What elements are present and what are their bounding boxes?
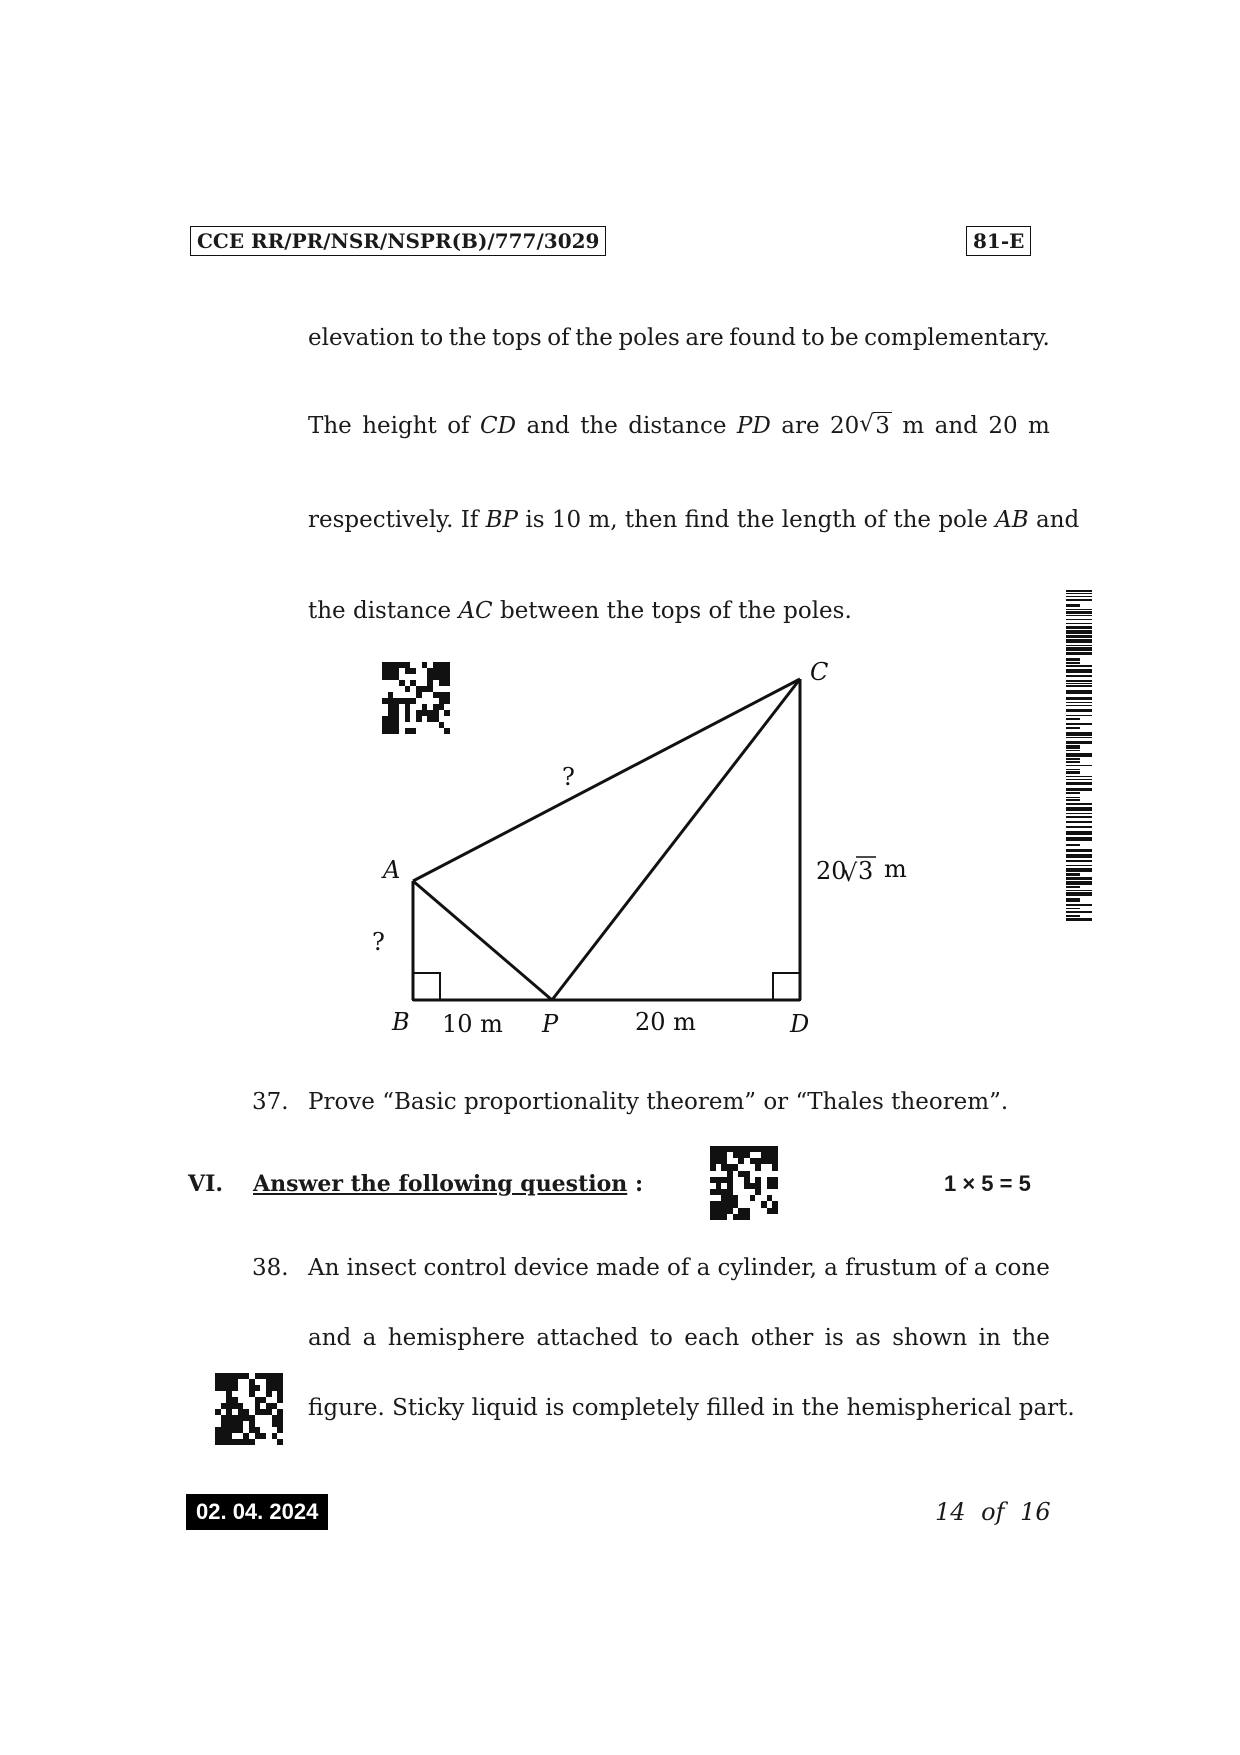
- height-value: [830, 412, 892, 440]
- word: be: [830, 325, 859, 351]
- word: is: [824, 1325, 844, 1351]
- word: distance: [628, 413, 727, 439]
- word: other: [750, 1325, 814, 1351]
- qr-code-icon: [382, 662, 450, 734]
- word: attached: [536, 1325, 639, 1351]
- word: 20: [988, 413, 1018, 439]
- coefficient: 20: [830, 413, 860, 439]
- qr-code-icon: [710, 1146, 778, 1220]
- segment-bp: BP: [485, 507, 519, 533]
- label-ab-unknown: ?: [372, 928, 385, 956]
- line-ap: [413, 881, 552, 1000]
- section-heading: [253, 1171, 643, 1197]
- word: frustum: [845, 1255, 938, 1281]
- page-number: 14 of 16: [935, 1498, 1051, 1526]
- line-pc: [552, 679, 800, 1000]
- label-bp: 10 m: [442, 1010, 503, 1038]
- label-cd-coef: 20: [816, 857, 847, 885]
- word: cylinder,: [717, 1255, 817, 1281]
- word: device: [513, 1255, 589, 1281]
- word: m: [902, 413, 925, 439]
- label-cd-unit: m: [884, 855, 907, 883]
- paper-code: CCE RR/PR/NSR/NSPR(B)/777/3029: [190, 226, 606, 256]
- word: of: [447, 413, 470, 439]
- word: control: [423, 1255, 507, 1281]
- radicand: 3: [875, 413, 890, 439]
- q37-text: Prove “Basic proportionality theorem” or “Thales theorem”.: [308, 1089, 1009, 1115]
- word: and: [526, 413, 570, 439]
- word: of: [944, 1255, 967, 1281]
- word: The: [308, 413, 352, 439]
- barcode-icon: [1066, 590, 1092, 920]
- word: elevation: [308, 325, 415, 351]
- word: the: [575, 325, 613, 351]
- q38-line-2: [308, 1324, 1050, 1352]
- word: a: [973, 1255, 988, 1281]
- word: to: [649, 1325, 673, 1351]
- right-angle-b: [413, 973, 440, 1000]
- section-colon: :: [634, 1171, 644, 1197]
- segment-ab: AB: [995, 507, 1029, 533]
- label-cd-rad: 3: [858, 857, 874, 885]
- word: and: [308, 1325, 352, 1351]
- word: hemisphere: [387, 1325, 525, 1351]
- word: found: [729, 325, 796, 351]
- word: to: [801, 325, 825, 351]
- subject-code: 81-E: [966, 226, 1031, 256]
- q36-line-2: [308, 412, 1050, 440]
- exam-date-badge: 02. 04. 2024: [186, 1494, 328, 1530]
- word: made: [596, 1255, 660, 1281]
- q36-line-4: the distance AC between the tops of the poles.: [308, 598, 852, 624]
- qr-code-icon: [215, 1373, 283, 1445]
- word: insect: [346, 1255, 417, 1281]
- word: as: [855, 1325, 881, 1351]
- word: the: [448, 325, 487, 351]
- word: tops: [492, 325, 542, 351]
- point-p: P: [542, 1010, 559, 1038]
- word: in: [978, 1325, 1001, 1351]
- point-a: A: [383, 856, 401, 884]
- right-angle-d: [773, 973, 800, 1000]
- section-marks: 1 × 5 = 5: [944, 1171, 1031, 1196]
- point-c: C: [810, 658, 829, 686]
- word: height: [362, 413, 437, 439]
- sqrt-icon: √: [842, 859, 858, 887]
- section-number: VI.: [188, 1171, 224, 1197]
- word: cone: [994, 1255, 1050, 1281]
- point-b: B: [392, 1008, 410, 1036]
- word: a: [362, 1325, 377, 1351]
- word: are: [781, 413, 820, 439]
- word: are: [685, 325, 724, 351]
- label-ac-unknown: ?: [562, 763, 575, 791]
- word: shown: [892, 1325, 968, 1351]
- q38-line-1: [308, 1254, 1050, 1282]
- q38-number: 38.: [252, 1255, 289, 1281]
- section-title: Answer the following question: [253, 1171, 628, 1197]
- q36-line-3-text: respectively. If BP is 10 m, then find the length of the pole AB and: [308, 507, 1080, 533]
- point-d: D: [790, 1010, 810, 1038]
- word: m: [1028, 413, 1050, 439]
- word: and: [934, 413, 978, 439]
- word: of: [667, 1255, 690, 1281]
- word: complementary.: [864, 325, 1050, 351]
- word: the: [580, 413, 618, 439]
- word: a: [824, 1255, 838, 1281]
- word: each: [684, 1325, 740, 1351]
- word: a: [696, 1255, 711, 1281]
- word: to: [420, 325, 444, 351]
- q37-number: 37.: [252, 1089, 289, 1115]
- q36-line-1: [308, 324, 1050, 352]
- segment-ac: AC: [458, 598, 493, 624]
- word: poles: [618, 325, 680, 351]
- line-ac: [413, 679, 800, 881]
- pole-figure: [370, 655, 960, 1060]
- segment-pd: PD: [736, 413, 771, 439]
- sqrt-symbol: [859, 412, 892, 440]
- q38-line-3: figure. Sticky liquid is completely filled in the hemispherical part.: [308, 1395, 1075, 1421]
- word: the: [1012, 1325, 1050, 1351]
- word: An: [308, 1255, 340, 1281]
- segment-cd: CD: [480, 413, 517, 439]
- word: of: [547, 325, 570, 351]
- label-pd: 20 m: [635, 1008, 696, 1036]
- q36-line-3: [308, 506, 1080, 534]
